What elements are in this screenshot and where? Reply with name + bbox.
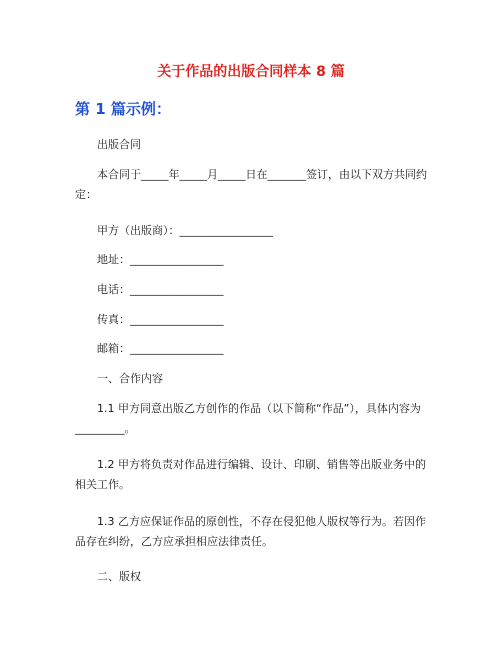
paragraph-signing-date: 本合同于_____年_____月_____日在_______签订，由以下双方共同约定： [75,168,427,201]
paragraph-address: 地址：_________________ [97,253,224,266]
paragraph-email: 邮箱：_________________ [97,342,224,355]
paragraph-clause-1-3: 1.3 乙方应保证作品的原创性，不存在侵犯他人版权等行为。若因作品存在纠纷，乙方应承担相应法律责任。 [75,515,426,548]
paragraph-clause-1-1: 1.1 甲方同意出版乙方创作的作品（以下简称“作品”），具体内容为_________。 [75,402,421,435]
paragraph-fax: 传真：_________________ [97,313,224,326]
paragraph-section-two: 二、版权 [97,570,141,583]
paragraph-contract-label: 出版合同 [97,138,141,151]
document-title: 关于作品的出版合同样本 8 篇 [157,64,345,80]
paragraph-clause-1-2: 1.2 甲方将负责对作品进行编辑、设计、印刷、销售等出版业务中的相关工作。 [75,458,426,491]
paragraph-phone: 电话：_________________ [97,283,224,296]
paragraph-section-one: 一、合作内容 [97,372,163,385]
paragraph-party-a: 甲方（出版商）：_________________ [97,224,273,237]
section-heading: 第 1 篇示例： [75,100,171,118]
